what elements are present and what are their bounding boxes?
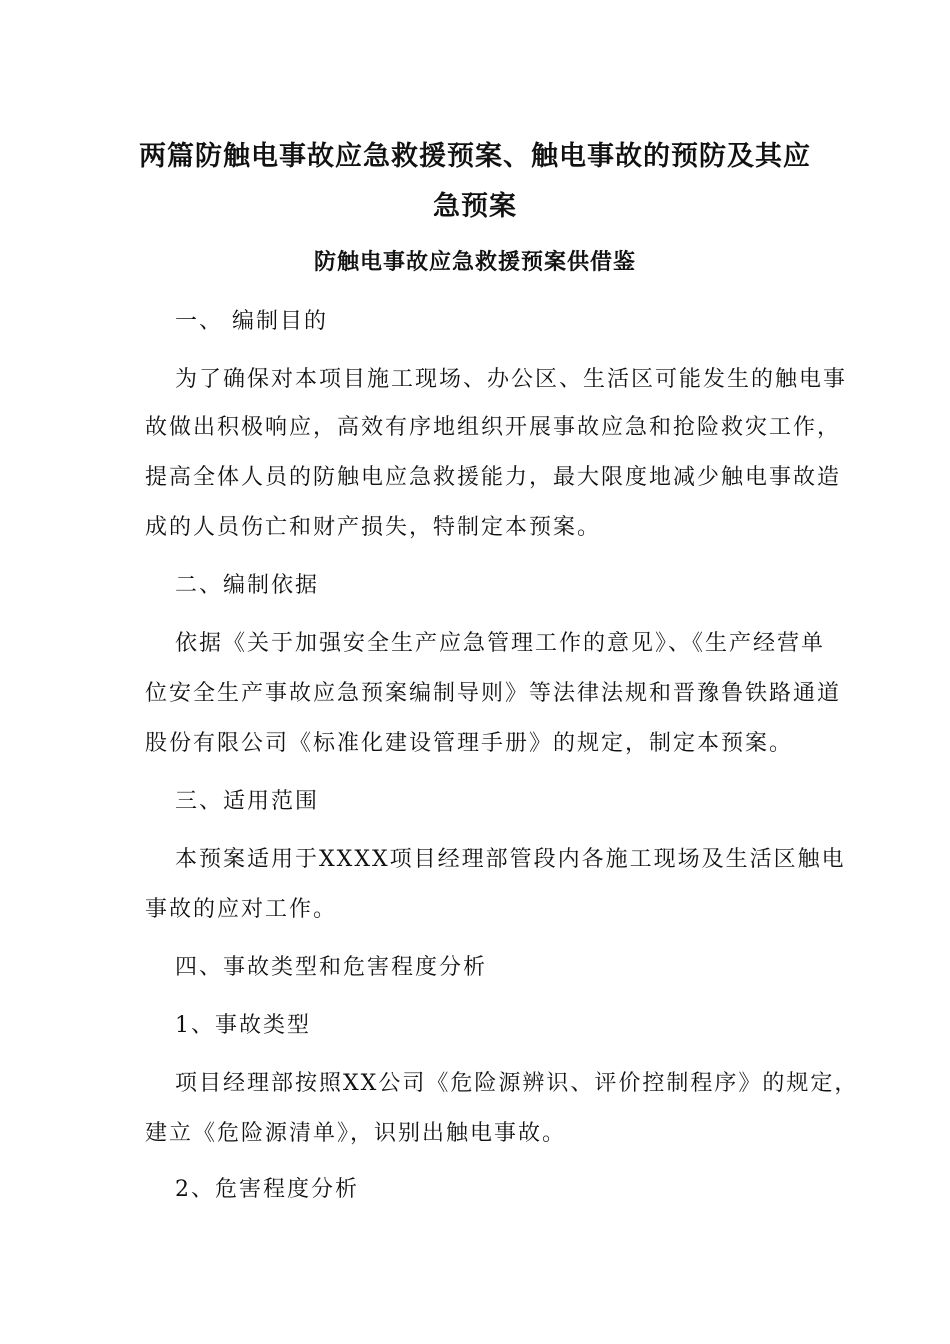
section-1-heading: 一、 编制目的 — [175, 309, 328, 334]
section-3-heading: 三、适用范围 — [175, 789, 320, 814]
document-title-line-2: 急预案 — [433, 191, 517, 222]
document-subtitle: 防触电事故应急救援预案供借鉴 — [313, 249, 636, 275]
section-2-paragraph-line: 位安全生产事故应急预案编制导则》等法律法规和晋豫鲁铁路通道 — [145, 681, 842, 706]
section-3-paragraph-line: 事故的应对工作。 — [145, 897, 338, 922]
subsection-2-heading: 2、危害程度分析 — [175, 1177, 359, 1202]
section-1-paragraph-line: 故做出积极响应，高效有序地组织开展事故应急和抢险救灾工作， — [145, 415, 842, 440]
section-3-paragraph-line: 本预案适用于XXXX项目经理部管段内各施工现场及生活区触电 — [175, 847, 846, 872]
section-1-paragraph-line: 提高全体人员的防触电应急救援能力，最大限度地减少触电事故造 — [145, 465, 842, 490]
section-2-heading: 二、编制依据 — [175, 573, 320, 598]
document-title-line-1: 两篇防触电事故应急救援预案、触电事故的预防及其应 — [139, 141, 811, 172]
subsection-1-paragraph-line: 建立《危险源清单》，识别出触电事故。 — [145, 1121, 567, 1146]
section-2-paragraph-line: 股份有限公司《标准化建设管理手册》的规定，制定本预案。 — [145, 731, 794, 756]
section-2-paragraph-line: 依据《关于加强安全生产应急管理工作的意见》、《生产经营单 — [175, 631, 826, 656]
section-4-heading: 四、事故类型和危害程度分析 — [175, 955, 488, 980]
subsection-1-heading: 1、事故类型 — [175, 1013, 311, 1038]
section-1-paragraph-line: 为了确保对本项目施工现场、办公区、生活区可能发生的触电事 — [175, 367, 848, 392]
subsection-1-paragraph-line: 项目经理部按照XX公司《危险源辨识、评价控制程序》的规定， — [175, 1071, 859, 1096]
section-1-paragraph-line: 成的人员伤亡和财产损失，特制定本预案。 — [145, 515, 602, 540]
